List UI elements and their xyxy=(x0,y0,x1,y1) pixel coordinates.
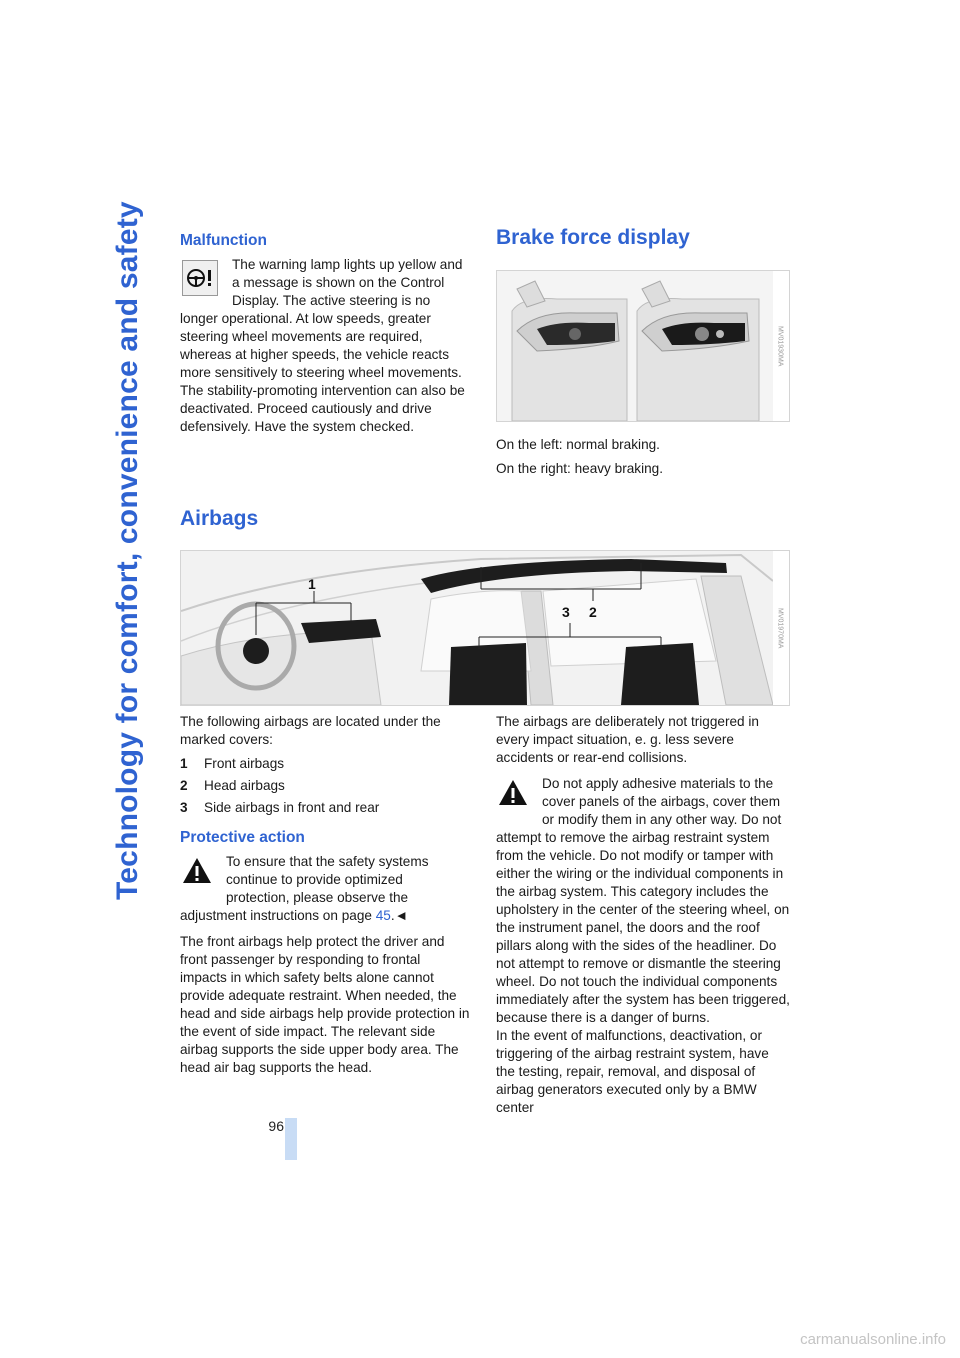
list-item-label: Side airbags in front and rear xyxy=(204,800,380,815)
side-chapter-title: Technology for comfort, convenience and safety xyxy=(111,201,144,900)
page-tab-marker xyxy=(285,1118,297,1160)
malfunction-section xyxy=(180,232,470,436)
brake-force-heading: Brake force display xyxy=(496,226,690,249)
protective-warning-text: To ensure that the safety systems continue to provide optimized protection, please observe the adjustment instructions on page xyxy=(180,854,429,923)
list-item xyxy=(180,755,470,773)
figure-code: MV01930MA xyxy=(776,325,784,367)
callout-3: 3 xyxy=(562,604,570,620)
airbag-list xyxy=(180,755,470,817)
caption-normal-braking: On the left: normal braking. xyxy=(496,437,660,452)
airbags-right-column xyxy=(496,713,790,1117)
list-item-number: 2 xyxy=(180,778,188,793)
protective-text: The front airbags help protect the driver and front passenger by responding to frontal impacts in which safety belts alone cannot provide adequate restraint. When needed, the head and side airbags help provide protection in the event of side impact. The relevant side airbag supports the side upper body area. The head air bag supports the head. xyxy=(180,934,470,1075)
protective-action-heading: Protective action xyxy=(180,829,305,846)
not-triggered-text: The airbags are deliberately not triggered in every impact situation, e. g. less severe accidents or rear-end collisions. xyxy=(496,714,759,765)
airbags-figure xyxy=(180,550,790,706)
page-number: 96 xyxy=(268,1118,284,1134)
footer-watermark: carmanualsonline.info xyxy=(800,1331,946,1348)
page-link-45[interactable]: 45 xyxy=(375,908,391,923)
airbags-heading-block xyxy=(180,507,470,530)
airbags-intro: The following airbags are located under the marked covers: xyxy=(180,714,441,747)
list-item-label: Head airbags xyxy=(204,778,285,793)
list-item-label: Front airbags xyxy=(204,756,285,771)
malfunction-text: The warning lamp lights up yellow and a message is shown on the Control Display. The active steering is no longer operational. At low speeds, greater steering wheel movements are required, whereas at higher speeds, the vehicle reacts more sensitively to steering wheel movements. The stability-promoting intervention can also be deactivated. Proceed cautiously and drive defensively. Have the system checked. xyxy=(180,257,465,434)
brake-force-section xyxy=(496,226,790,249)
warning-triangle-icon xyxy=(498,779,528,811)
warning-triangle-icon xyxy=(182,857,212,889)
airbags-left-column xyxy=(180,713,470,1077)
brake-lights-figure xyxy=(496,270,790,422)
active-steering-warning-icon xyxy=(182,260,218,296)
brake-captions xyxy=(496,436,790,478)
callout-1: 1 xyxy=(308,576,316,592)
list-item-number: 3 xyxy=(180,800,188,815)
list-item xyxy=(180,799,470,817)
airbag-malfunction-text: In the event of malfunctions, deactivation, or triggering of the airbag restraint system, have the testing, repair, removal, and disposal of airbag generators executed only by a BMW center xyxy=(496,1028,769,1115)
protective-warning xyxy=(180,853,470,925)
list-item-number: 1 xyxy=(180,756,188,771)
caption-heavy-braking: On the right: heavy braking. xyxy=(496,461,663,476)
figure-code: MV01970MA xyxy=(776,607,784,649)
malfunction-heading: Malfunction xyxy=(180,232,267,249)
airbags-heading: Airbags xyxy=(180,507,259,530)
callout-2: 2 xyxy=(589,604,597,620)
airbag-warning-text: Do not apply adhesive materials to the cover panels of the airbags, cover them or modify them in any other way. Do not attempt to remove the airbag restraint system from the vehicle. Do not modify or tamper with either the wiring or the individual components in the airbag system. This category includes the upholstery in the center of the steering wheel, on the instrument panel, the doors and the roof pillars along with the sides of the headliner. Do not attempt to remove or dismantle the steering wheel. Do not touch the individual components immediately after the system has been triggered, because there is a danger of burns. xyxy=(496,776,790,1025)
end-mark: .◄ xyxy=(390,908,409,923)
list-item xyxy=(180,777,470,795)
